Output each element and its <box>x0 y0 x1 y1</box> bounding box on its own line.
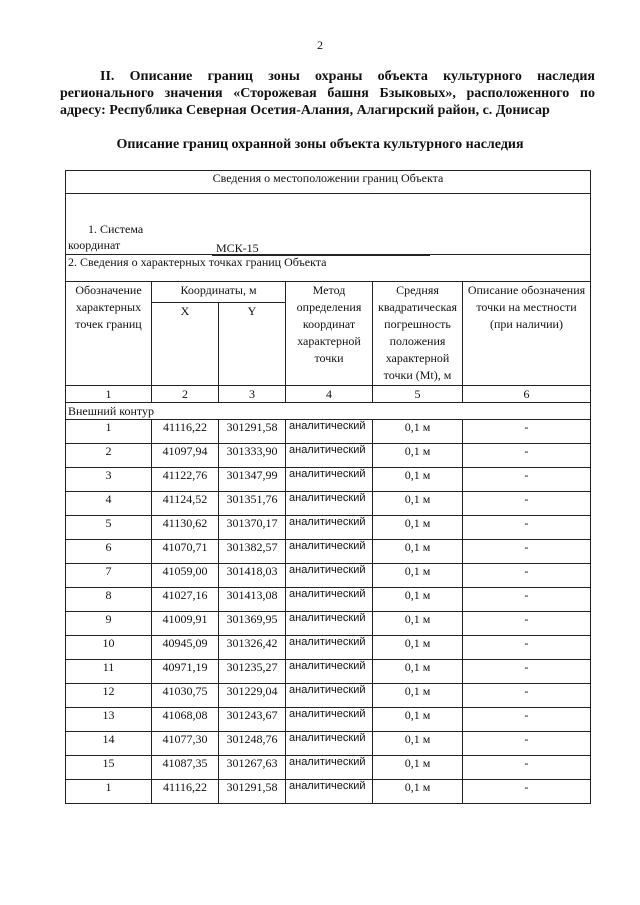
error-cell: 0,1 м <box>373 444 463 468</box>
table-row <box>66 516 591 540</box>
table-row <box>66 540 591 564</box>
point-number: 14 <box>66 732 152 756</box>
coordinate-y: 301382,57 <box>219 540 286 564</box>
coordinate-y: 301333,90 <box>219 444 286 468</box>
table-row <box>66 420 591 444</box>
column-number: 5 <box>373 386 463 403</box>
section-subtitle: Описание границ охранной зоны объекта культурного наследия <box>116 137 524 152</box>
point-number: 13 <box>66 708 152 732</box>
method-cell: аналитический <box>286 660 373 684</box>
error-cell: 0,1 м <box>373 612 463 636</box>
coordinate-x: 41087,35 <box>152 756 219 780</box>
header-error: Средняя квадратическая погрешность положения характерной точки (Mt), м <box>373 282 463 386</box>
error-cell: 0,1 м <box>373 756 463 780</box>
error-cell: 0,1 м <box>373 540 463 564</box>
header-x: X <box>152 303 219 386</box>
contour-label: Внешний контур <box>66 403 591 420</box>
error-cell: 0,1 м <box>373 780 463 804</box>
description-cell: - <box>463 732 591 756</box>
table-row <box>66 492 591 516</box>
coordinate-x: 41116,22 <box>152 780 219 804</box>
header-description: Описание обозначения точки на местности (при наличии) <box>463 282 591 386</box>
description-cell: - <box>463 612 591 636</box>
error-cell: 0,1 м <box>373 636 463 660</box>
document-title: II. Описание границ зоны охраны объекта культурного наследия регионального значения «Сторожевая башня Бзыковых», расположенного по адресу: Республика Северная Осетия-Алания, Алагирский район, с. Донисар <box>60 69 595 118</box>
error-cell: 0,1 м <box>373 564 463 588</box>
coord-system-label-line1: 1. Система <box>88 222 144 236</box>
header-designation: Обозначение характерных точек границ <box>66 282 152 386</box>
coordinate-y: 301229,04 <box>219 684 286 708</box>
table-row <box>66 732 591 756</box>
method-cell: аналитический <box>286 588 373 612</box>
coordinate-y: 301243,67 <box>219 708 286 732</box>
coordinate-y: 301351,76 <box>219 492 286 516</box>
section2-header: 2. Сведения о характерных точках границ Объекта <box>66 255 591 282</box>
coordinate-x: 40945,09 <box>152 636 219 660</box>
description-cell: - <box>463 516 591 540</box>
description-cell: - <box>463 588 591 612</box>
table-row <box>66 684 591 708</box>
method-cell: аналитический <box>286 468 373 492</box>
point-number: 5 <box>66 516 152 540</box>
description-cell: - <box>463 756 591 780</box>
table-row <box>66 564 591 588</box>
point-number: 7 <box>66 564 152 588</box>
error-cell: 0,1 м <box>373 708 463 732</box>
point-number: 9 <box>66 612 152 636</box>
table-row <box>66 612 591 636</box>
method-cell: аналитический <box>286 444 373 468</box>
column-number: 1 <box>66 386 152 403</box>
coordinate-x: 41116,22 <box>152 420 219 444</box>
coordinate-x: 41009,91 <box>152 612 219 636</box>
boundary-points-table <box>65 170 591 804</box>
error-cell: 0,1 м <box>373 468 463 492</box>
method-cell: аналитический <box>286 564 373 588</box>
coordinate-x: 41030,75 <box>152 684 219 708</box>
error-cell: 0,1 м <box>373 732 463 756</box>
section-header: Сведения о местоположении границ Объекта <box>66 171 591 194</box>
table-row <box>66 468 591 492</box>
coordinate-x: 41130,62 <box>152 516 219 540</box>
point-number: 8 <box>66 588 152 612</box>
coordinate-x: 41077,30 <box>152 732 219 756</box>
point-number: 12 <box>66 684 152 708</box>
coordinate-y: 301370,17 <box>219 516 286 540</box>
method-cell: аналитический <box>286 708 373 732</box>
coordinate-x: 41124,52 <box>152 492 219 516</box>
point-number: 1 <box>66 420 152 444</box>
table-row <box>66 660 591 684</box>
method-cell: аналитический <box>286 780 373 804</box>
table-row <box>66 708 591 732</box>
coordinate-y: 301235,27 <box>219 660 286 684</box>
method-cell: аналитический <box>286 732 373 756</box>
description-cell: - <box>463 420 591 444</box>
column-number: 2 <box>152 386 219 403</box>
header-y: Y <box>219 303 286 386</box>
coordinate-y: 301413,08 <box>219 588 286 612</box>
point-number: 11 <box>66 660 152 684</box>
table-row <box>66 780 591 804</box>
coordinate-y: 301267,63 <box>219 756 286 780</box>
header-coordinates: Координаты, м <box>152 282 286 303</box>
description-cell: - <box>463 684 591 708</box>
error-cell: 0,1 м <box>373 516 463 540</box>
point-number: 15 <box>66 756 152 780</box>
coordinate-x: 40971,19 <box>152 660 219 684</box>
coordinate-x: 41122,76 <box>152 468 219 492</box>
table-row <box>66 756 591 780</box>
point-number: 3 <box>66 468 152 492</box>
coord-system-label-line2: координат <box>68 238 121 252</box>
description-cell: - <box>463 708 591 732</box>
column-number: 3 <box>219 386 286 403</box>
description-cell: - <box>463 660 591 684</box>
column-number: 4 <box>286 386 373 403</box>
point-number: 10 <box>66 636 152 660</box>
method-cell: аналитический <box>286 636 373 660</box>
description-cell: - <box>463 468 591 492</box>
coordinate-y: 301291,58 <box>219 780 286 804</box>
description-cell: - <box>463 444 591 468</box>
point-number: 1 <box>66 780 152 804</box>
point-number: 4 <box>66 492 152 516</box>
description-cell: - <box>463 540 591 564</box>
coord-system-label <box>68 221 143 253</box>
coordinate-y: 301347,99 <box>219 468 286 492</box>
coordinate-x: 41068,08 <box>152 708 219 732</box>
coord-system-cell <box>66 194 591 255</box>
description-cell: - <box>463 636 591 660</box>
table-row <box>66 636 591 660</box>
header-method: Метод определения координат характерной точки <box>286 282 373 386</box>
coordinate-y: 301326,42 <box>219 636 286 660</box>
description-cell: - <box>463 564 591 588</box>
column-number: 6 <box>463 386 591 403</box>
table-row <box>66 588 591 612</box>
error-cell: 0,1 м <box>373 492 463 516</box>
point-number: 6 <box>66 540 152 564</box>
method-cell: аналитический <box>286 516 373 540</box>
page-number: 2 <box>317 38 323 52</box>
point-number: 2 <box>66 444 152 468</box>
method-cell: аналитический <box>286 684 373 708</box>
method-cell: аналитический <box>286 420 373 444</box>
method-cell: аналитический <box>286 756 373 780</box>
error-cell: 0,1 м <box>373 588 463 612</box>
coordinate-y: 301248,76 <box>219 732 286 756</box>
coordinate-x: 41059,00 <box>152 564 219 588</box>
coord-system-value: МСК-15 <box>212 241 430 256</box>
coordinate-y: 301418,03 <box>219 564 286 588</box>
coordinate-y: 301291,58 <box>219 420 286 444</box>
error-cell: 0,1 м <box>373 684 463 708</box>
coordinate-x: 41027,16 <box>152 588 219 612</box>
error-cell: 0,1 м <box>373 420 463 444</box>
coordinate-x: 41070,71 <box>152 540 219 564</box>
description-cell: - <box>463 492 591 516</box>
method-cell: аналитический <box>286 540 373 564</box>
method-cell: аналитический <box>286 612 373 636</box>
coordinate-x: 41097,94 <box>152 444 219 468</box>
coordinate-y: 301369,95 <box>219 612 286 636</box>
error-cell: 0,1 м <box>373 660 463 684</box>
description-cell: - <box>463 780 591 804</box>
table-row <box>66 444 591 468</box>
method-cell: аналитический <box>286 492 373 516</box>
